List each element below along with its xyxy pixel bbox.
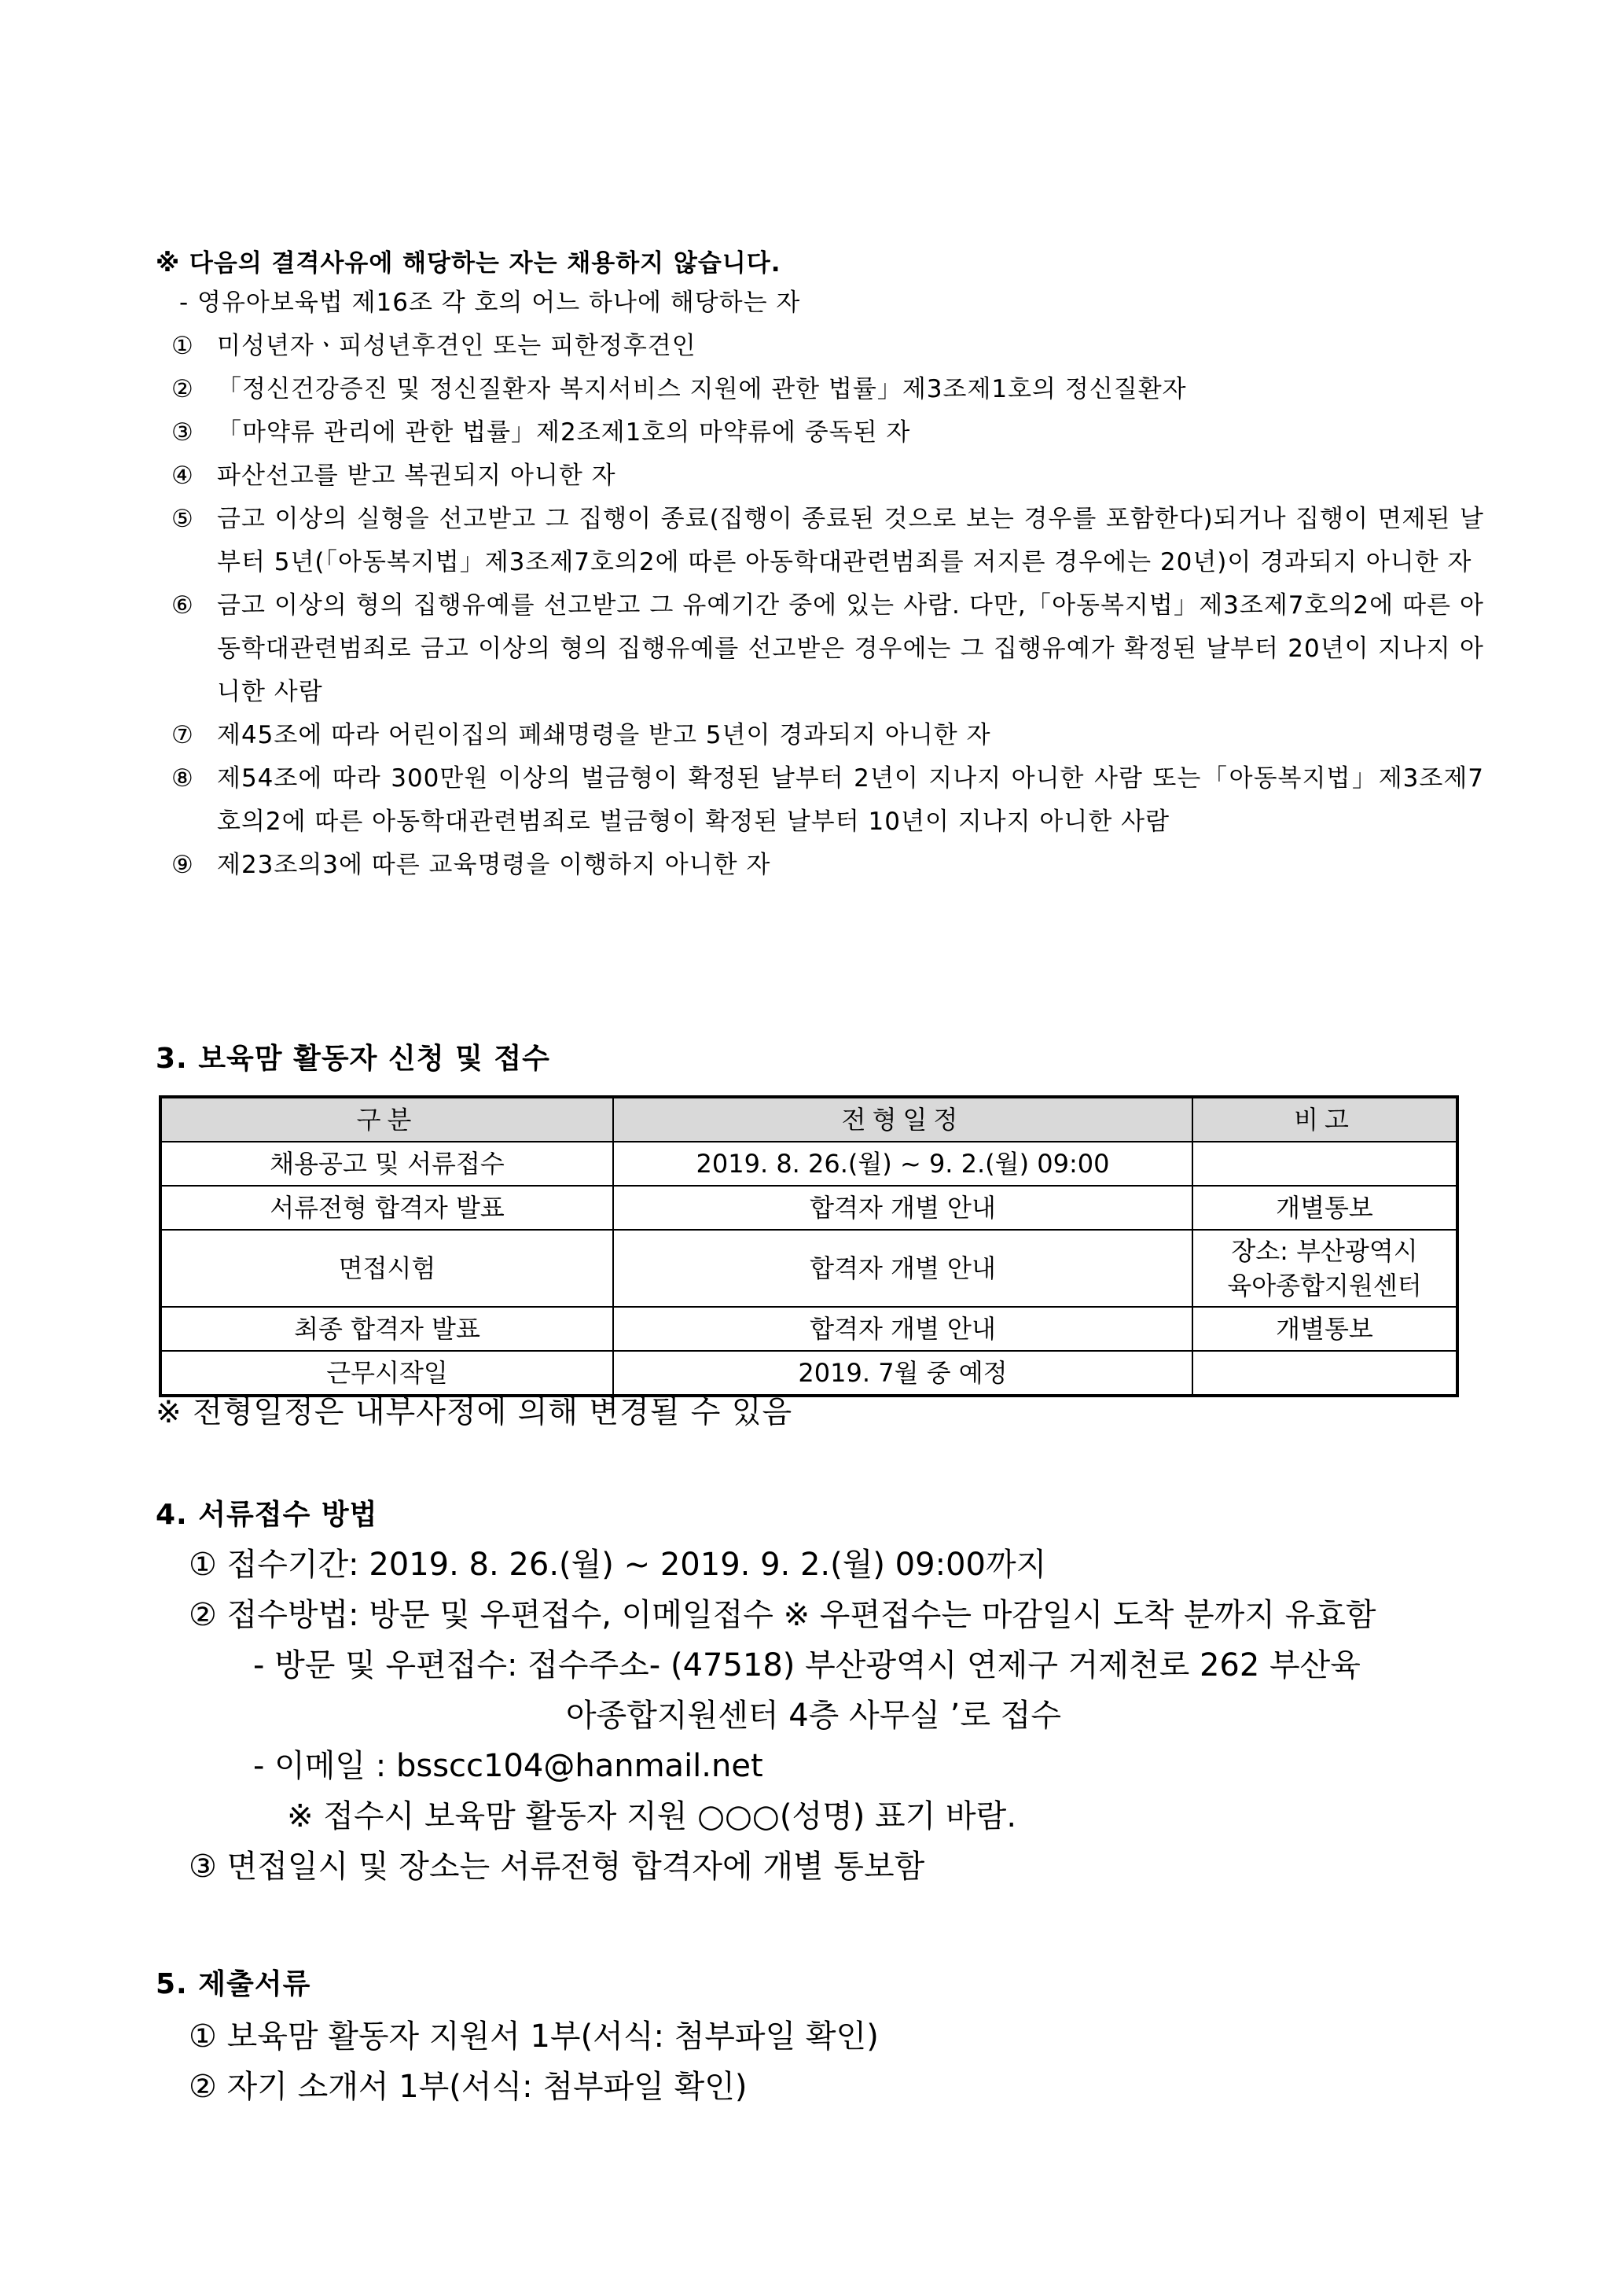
item-number: ④: [171, 462, 194, 490]
item-text: 「정신건강증진 및 정신질환자 복지서비스 지원에 관한 법률」제3조제1호의 정신질환자: [217, 375, 1187, 403]
list-item: [156, 454, 1484, 498]
table-cell: 장소: 부산광역시 육아종합지원센터: [1192, 1230, 1457, 1307]
table-cell: 합격자 개별 안내: [613, 1230, 1192, 1307]
table-row: [160, 1142, 1457, 1186]
disqualification-section: [156, 245, 1484, 887]
table-cell: [1192, 1351, 1457, 1396]
visit-mail-address-line2: 아종합지원센터 4층 사무실 ’로 접수: [566, 1698, 1061, 1734]
email-note: ※ 접수시 보육맘 활동자 지원 ○○○(성명) 표기 바람.: [287, 1798, 1017, 1834]
item-number: ②: [171, 375, 194, 403]
list-item: [156, 714, 1484, 757]
list-item: [156, 368, 1484, 411]
table-row: [160, 1307, 1457, 1351]
schedule-table: [159, 1095, 1459, 1397]
schedule-note: ※ 전형일정은 내부사정에 의해 변경될 수 있음: [156, 1395, 793, 1430]
item-number: ⑤: [171, 505, 194, 533]
table-cell: 합격자 개별 안내: [613, 1307, 1192, 1351]
table-cell: [1192, 1142, 1457, 1186]
item-number: ⑥: [171, 591, 194, 620]
disqualification-subtitle: - 영유아보육법 제16조 각 호의 어느 하나에 해당하는 자: [179, 289, 801, 317]
required-documents-section: [189, 2011, 879, 2112]
table-row: [160, 1186, 1457, 1230]
disqualification-list: [156, 325, 1484, 887]
table-cell: 개별통보: [1192, 1186, 1457, 1230]
table-cell: 근무시작일: [160, 1351, 613, 1396]
item-number: ③: [171, 418, 194, 447]
disqualification-title: ※ 다음의 결격사유에 해당하는 자는 채용하지 않습니다.: [156, 249, 781, 278]
section-heading-required-documents: 5. 제출서류: [156, 1968, 311, 2000]
list-item: [156, 325, 1484, 368]
section-heading-submission-method: 4. 서류접수 방법: [156, 1499, 378, 1531]
submission-method: ② 접수방법: 방문 및 우편접수, 이메일접수 ※ 우편접수는 마감일시 도착 분까지 유효함: [189, 1597, 1376, 1633]
table-cell: 개별통보: [1192, 1307, 1457, 1351]
table-cell: 2019. 8. 26.(월) ~ 9. 2.(월) 09:00: [613, 1142, 1192, 1186]
list-item: ① 보육맘 활동자 지원서 1부(서식: 첨부파일 확인): [189, 2018, 879, 2055]
item-number: ⑦: [171, 721, 194, 749]
item-text: 미성년자ㆍ피성년후견인 또는 피한정후견인: [217, 332, 696, 360]
item-text: 금고 이상의 실형을 선고받고 그 집행이 종료(집행이 종료된 것으로 보는 경우를 포함한다)되거나 집행이 면제된 날부터 5년(「아동복지법」제3조제7호의2에 따른 아동학대관련범죄를 저지른 경우에는 20년)이 경과되지 아니한 자: [217, 505, 1484, 576]
table-cell: 채용공고 및 서류접수: [160, 1142, 613, 1186]
interview-notice: ③ 면접일시 및 장소는 서류전형 합격자에 개별 통보함: [189, 1849, 925, 1885]
visit-mail-address-line1: - 방문 및 우편접수: 접수주소- (47518) 부산광역시 연제구 거제천로 262 부산육: [253, 1647, 1361, 1683]
list-item: [156, 411, 1484, 454]
list-item: [156, 844, 1484, 887]
table-row: [160, 1230, 1457, 1307]
item-text: 제54조에 따라 300만원 이상의 벌금형이 확정된 날부터 2년이 지나지 아니한 사람 또는「아동복지법」제3조제7호의2에 따른 아동학대관련범죄로 벌금형이 확정된 날부터 10년이 지나지 아니한 사람: [217, 764, 1484, 836]
item-text: 제23조의3에 따른 교육명령을 이행하지 아니한 자: [217, 851, 771, 879]
item-text: 제45조에 따라 어린이집의 폐쇄명령을 받고 5년이 경과되지 아니한 자: [217, 721, 991, 749]
table-cell: 최종 합격자 발표: [160, 1307, 613, 1351]
email-address[interactable]: - 이메일 : bsscc104@hanmail.net: [253, 1748, 763, 1784]
item-text: 파산선고를 받고 복권되지 아니한 자: [217, 462, 616, 490]
item-number: ①: [171, 332, 194, 360]
list-item: ② 자기 소개서 1부(서식: 첨부파일 확인): [189, 2069, 748, 2105]
item-number: ⑨: [171, 851, 194, 879]
list-item: [156, 757, 1484, 844]
column-header-remarks: 비고: [1192, 1097, 1457, 1142]
submission-period: ① 접수기간: 2019. 8. 26.(월) ~ 2019. 9. 2.(월) 09:00까지: [189, 1547, 1047, 1583]
table-cell: 서류전형 합격자 발표: [160, 1186, 613, 1230]
submission-method-section: [189, 1540, 1486, 1892]
table-cell: 면접시험: [160, 1230, 613, 1307]
table-header-row: [160, 1097, 1457, 1142]
table-cell: 2019. 7월 중 예정: [613, 1351, 1192, 1396]
list-item: [156, 498, 1484, 584]
item-text: 금고 이상의 형의 집행유예를 선고받고 그 유예기간 중에 있는 사람. 다만,「아동복지법」제3조제7호의2에 따른 아동학대관련범죄로 금고 이상의 형의 집행유예를 선고받은 경우에는 그 집행유예가 확정된 날부터 20년이 지나지 아니한 사람: [217, 591, 1484, 706]
column-header-schedule: 전형일정: [613, 1097, 1192, 1142]
section-heading-application: 3. 보육맘 활동자 신청 및 접수: [156, 1043, 550, 1075]
item-text: 「마약류 관리에 관한 법률」제2조제1호의 마약류에 중독된 자: [217, 418, 911, 447]
item-number: ⑧: [171, 764, 194, 793]
list-item: [156, 584, 1484, 714]
column-header-category: 구분: [160, 1097, 613, 1142]
table-cell: 합격자 개별 안내: [613, 1186, 1192, 1230]
